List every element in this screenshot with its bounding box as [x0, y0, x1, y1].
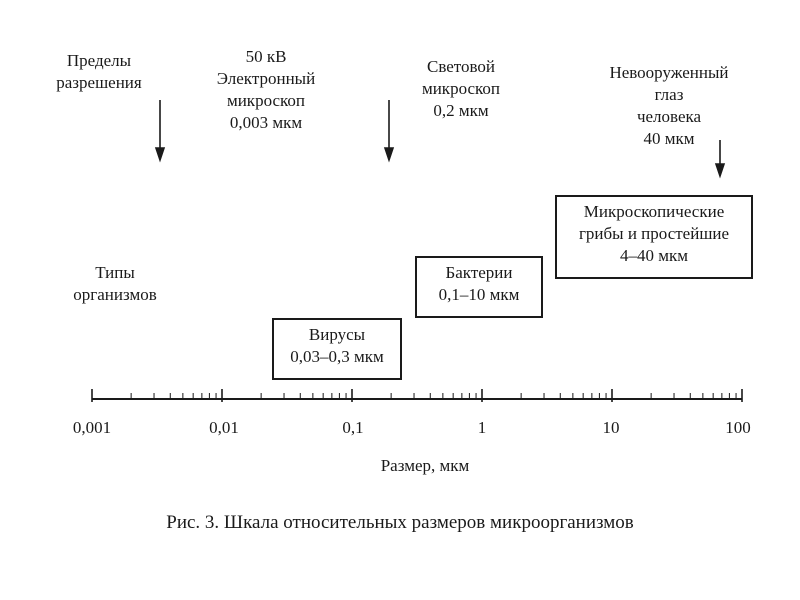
- electron-voltage: 50 кВ: [245, 47, 287, 66]
- viruses-range: 0,03–0,3 мкм: [290, 347, 384, 366]
- fungi-name-2: грибы и простейшие: [578, 224, 730, 243]
- bacteria-name: Бактерии: [445, 263, 513, 282]
- eye-resolution: 40 мкм: [643, 129, 695, 148]
- organism-types-header: [50, 262, 180, 306]
- electron-microscope-label: [196, 46, 336, 134]
- bacteria-box: [415, 256, 543, 318]
- fungi-name-1: Микроскопические: [583, 202, 725, 221]
- bacteria-range: 0,1–10 мкм: [438, 285, 520, 304]
- tick-label-0001: 0,001: [72, 418, 112, 437]
- eye-name-3: человека: [636, 107, 702, 126]
- log-axis: [92, 389, 742, 402]
- eye-name-2: глаз: [654, 85, 684, 104]
- electron-name-1: Электронный: [216, 69, 316, 88]
- tick-label-001: 0,01: [209, 418, 239, 437]
- light-name-2: микроскоп: [421, 79, 501, 98]
- tick-label-01: 0,1: [342, 418, 364, 437]
- resolution-limits-line-2: разрешения: [56, 73, 142, 92]
- organism-types-line-2: организмов: [73, 285, 157, 304]
- naked-eye-label: [584, 62, 754, 150]
- organism-types-line-1: Типы: [95, 263, 135, 282]
- tick-label-1: 1: [477, 418, 487, 437]
- fungi-protozoa-box: [555, 195, 753, 279]
- electron-name-2: микроскоп: [226, 91, 306, 110]
- tick-label-100: 100: [725, 418, 751, 437]
- resolution-limits-line-1: Пределы: [66, 51, 132, 70]
- viruses-name: Вирусы: [308, 325, 366, 344]
- light-arrowhead: [385, 148, 393, 160]
- light-microscope-label: [396, 56, 526, 122]
- eye-arrowhead: [716, 164, 724, 176]
- limits-arrowhead: [156, 148, 164, 160]
- light-resolution: 0,2 мкм: [433, 101, 489, 120]
- tick-label-10: 10: [602, 418, 620, 437]
- axis-title: Размер, мкм: [380, 456, 470, 475]
- eye-name-1: Невооруженный: [609, 63, 729, 82]
- fungi-range: 4–40 мкм: [619, 246, 689, 265]
- electron-resolution: 0,003 мкм: [229, 113, 303, 132]
- viruses-box: [272, 318, 402, 380]
- light-name-1: Световой: [426, 57, 496, 76]
- figure-caption: Рис. 3. Шкала относительных размеров микроорганизмов: [166, 512, 634, 533]
- resolution-limits-header: [34, 50, 164, 94]
